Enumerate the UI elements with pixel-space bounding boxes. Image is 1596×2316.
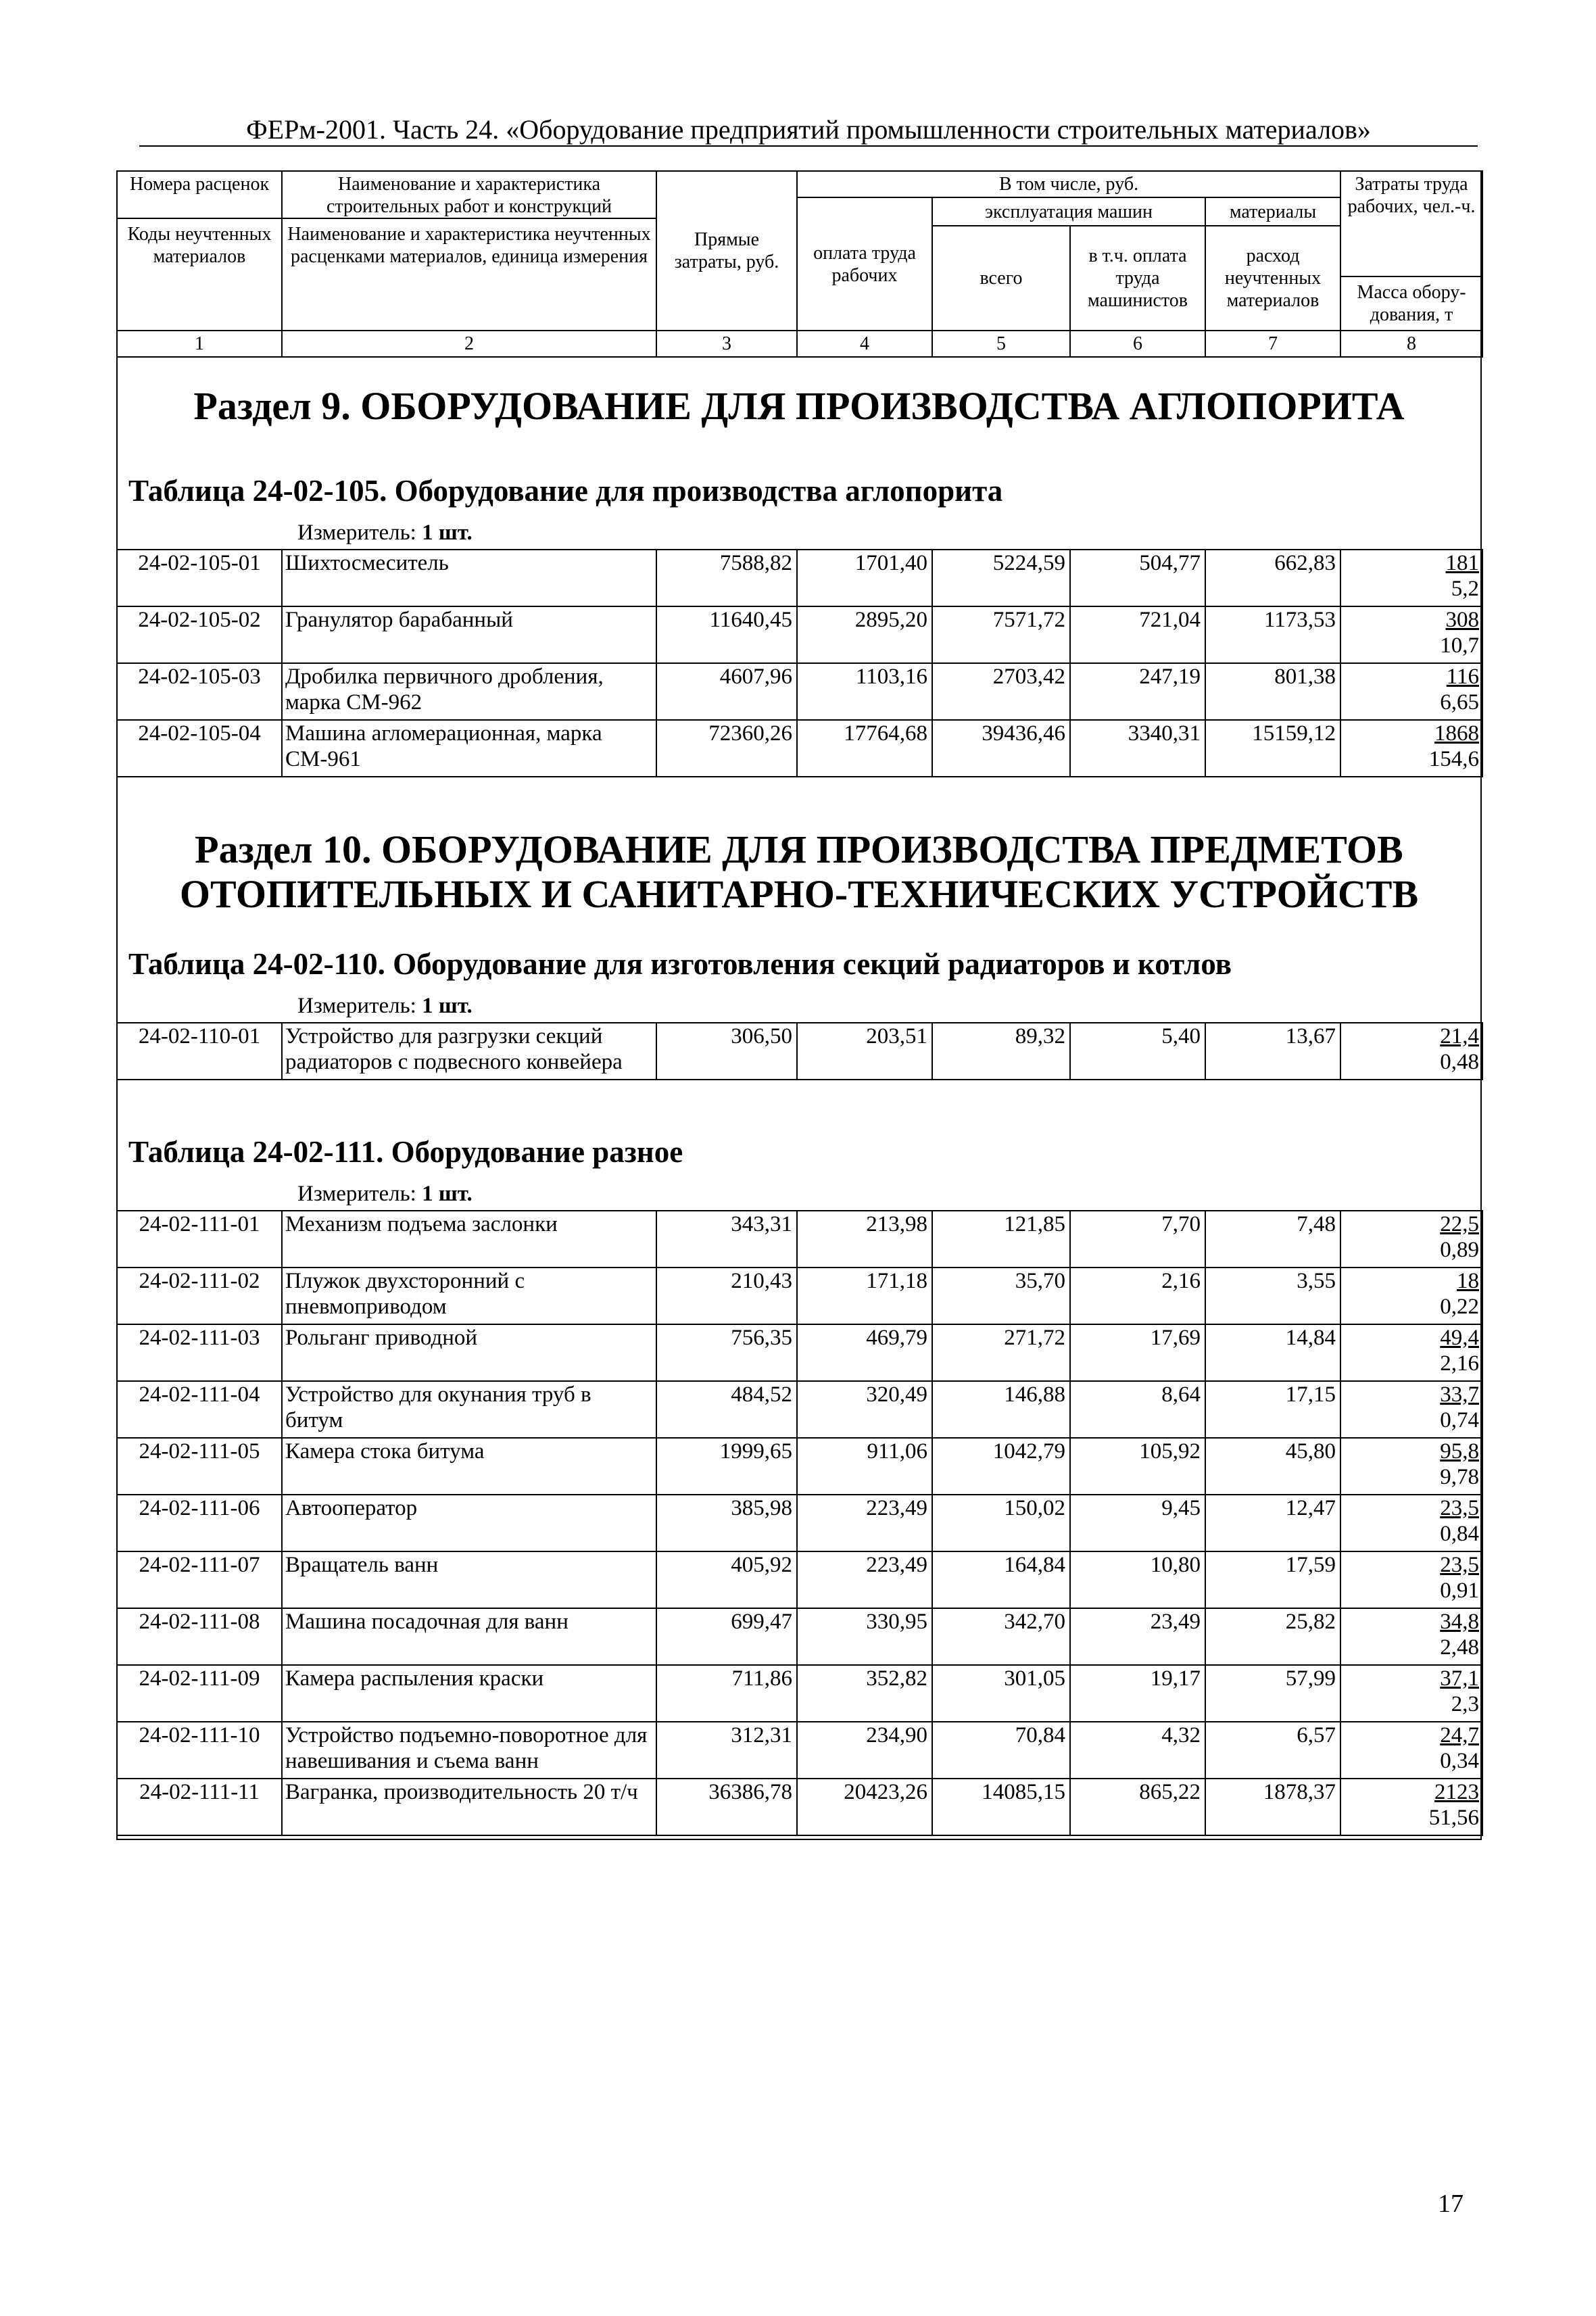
labor-mass-cell — [1340, 1495, 1482, 1551]
machine-cost: 164,84 — [932, 1551, 1070, 1608]
col6-header: в т.ч. оплата труда машинистов — [1070, 226, 1205, 331]
rate-code: 24-02-105-02 — [117, 606, 282, 663]
machinist-labor-cost: 19,17 — [1070, 1665, 1205, 1722]
labor-hours: 1868 — [1434, 721, 1479, 746]
labor-cost: 203,51 — [797, 1023, 932, 1080]
materials-cost: 7,48 — [1205, 1211, 1340, 1268]
direct-cost: 11640,45 — [656, 606, 797, 663]
data-table — [116, 549, 1483, 777]
direct-cost: 484,52 — [656, 1381, 797, 1438]
direct-cost: 210,43 — [656, 1268, 797, 1324]
table-row — [117, 1722, 1482, 1779]
equipment-mass: 0,89 — [1440, 1238, 1479, 1262]
direct-cost: 711,86 — [656, 1665, 797, 1722]
direct-cost: 312,31 — [656, 1722, 797, 1779]
column-header-table — [116, 170, 1483, 358]
table-row — [117, 606, 1482, 663]
machinist-labor-cost: 23,49 — [1070, 1608, 1205, 1665]
rate-code: 24-02-111-09 — [117, 1665, 282, 1722]
work-name: Гранулятор барабанный — [282, 606, 656, 663]
labor-cost: 1701,40 — [797, 550, 932, 606]
machinist-labor-cost: 721,04 — [1070, 606, 1205, 663]
materials-header: материалы — [1205, 197, 1340, 226]
machine-cost: 7571,72 — [932, 606, 1070, 663]
materials-cost: 1878,37 — [1205, 1779, 1340, 1835]
rate-code: 24-02-110-01 — [117, 1023, 282, 1080]
work-name: Камера стока битума — [282, 1438, 656, 1495]
equipment-mass: 0,34 — [1440, 1749, 1479, 1773]
labor-mass-cell — [1340, 606, 1482, 663]
rate-code: 24-02-111-01 — [117, 1211, 282, 1268]
machines-header: эксплуатация машин — [932, 197, 1205, 226]
materials-cost: 14,84 — [1205, 1324, 1340, 1381]
materials-cost: 15159,12 — [1205, 720, 1340, 777]
col8-header: Затраты труда рабочих, чел.-ч. Масса обору-дования, т — [1340, 171, 1482, 331]
table-title: Таблица 24-02-111. Оборудование разное — [128, 1135, 683, 1169]
labor-cost: 223,49 — [797, 1495, 932, 1551]
machinist-labor-cost: 3340,31 — [1070, 720, 1205, 777]
page-number: 17 — [1438, 2190, 1464, 2218]
materials-cost: 25,82 — [1205, 1608, 1340, 1665]
equipment-mass: 2,48 — [1440, 1635, 1479, 1660]
table-row — [117, 663, 1482, 720]
machinist-labor-cost: 247,19 — [1070, 663, 1205, 720]
machinist-labor-cost: 17,69 — [1070, 1324, 1205, 1381]
table-row — [117, 1324, 1482, 1381]
machinist-labor-cost: 504,77 — [1070, 550, 1205, 606]
table-row — [117, 1665, 1482, 1722]
labor-cost: 352,82 — [797, 1665, 932, 1722]
equipment-mass: 10,7 — [1440, 633, 1479, 658]
labor-cost: 171,18 — [797, 1268, 932, 1324]
work-name: Автооператор — [282, 1495, 656, 1551]
table-row — [117, 720, 1482, 777]
labor-hours: 116 — [1446, 665, 1479, 689]
col2-header: Наименование и характеристика строительных работ и конструкций Наименование и характеристика неучтенных расценками материалов, единица измерения — [282, 171, 656, 331]
table-row — [117, 550, 1482, 606]
rate-code: 24-02-105-04 — [117, 720, 282, 777]
machine-cost: 121,85 — [932, 1211, 1070, 1268]
labor-mass-cell — [1340, 550, 1482, 606]
equipment-mass: 154,6 — [1428, 747, 1479, 771]
labor-cost: 213,98 — [797, 1211, 932, 1268]
labor-cost: 2895,20 — [797, 606, 932, 663]
running-header: ФЕРм-2001. Часть 24. «Оборудование предприятий промышленности строительных материалов» — [246, 114, 1371, 145]
materials-cost: 662,83 — [1205, 550, 1340, 606]
labor-hours: 49,4 — [1440, 1326, 1479, 1350]
table-row — [117, 1268, 1482, 1324]
labor-cost: 234,90 — [797, 1722, 932, 1779]
work-name: Устройство для окунания труб в битум — [282, 1381, 656, 1438]
equipment-mass: 2,3 — [1451, 1692, 1479, 1716]
equipment-mass: 9,78 — [1440, 1465, 1479, 1489]
labor-mass-cell — [1340, 1551, 1482, 1608]
equipment-mass: 51,56 — [1428, 1806, 1479, 1830]
table-title: Таблица 24-02-110. Оборудование для изготовления секций радиаторов и котлов — [128, 947, 1232, 981]
labor-mass-cell — [1340, 1665, 1482, 1722]
col-number: 1 — [117, 331, 282, 357]
direct-cost: 306,50 — [656, 1023, 797, 1080]
table-row — [117, 1495, 1482, 1551]
work-name: Машина агломерационная, марка СМ-961 — [282, 720, 656, 777]
labor-hours: 181 — [1445, 551, 1479, 575]
labor-hours: 33,7 — [1440, 1382, 1479, 1407]
labor-cost: 223,49 — [797, 1551, 932, 1608]
machinist-labor-cost: 5,40 — [1070, 1023, 1205, 1080]
work-name: Устройство подъемно-поворотное для навешивания и съема ванн — [282, 1722, 656, 1779]
col-number: 3 — [656, 331, 797, 357]
machine-cost: 14085,15 — [932, 1779, 1070, 1835]
col-number: 8 — [1340, 331, 1482, 357]
direct-cost: 756,35 — [656, 1324, 797, 1381]
col3-header: Прямые затраты, руб. — [656, 171, 797, 331]
rate-code: 24-02-111-06 — [117, 1495, 282, 1551]
direct-cost: 385,98 — [656, 1495, 797, 1551]
labor-hours: 23,5 — [1440, 1496, 1479, 1520]
table-row — [117, 1438, 1482, 1495]
machine-cost: 271,72 — [932, 1324, 1070, 1381]
machine-cost: 1042,79 — [932, 1438, 1070, 1495]
work-name: Вагранка, производительность 20 т/ч — [282, 1779, 656, 1835]
rate-code: 24-02-111-04 — [117, 1381, 282, 1438]
machine-cost: 70,84 — [932, 1722, 1070, 1779]
materials-cost: 12,47 — [1205, 1495, 1340, 1551]
section-title: Раздел 10. ОБОРУДОВАНИЕ ДЛЯ ПРОИЗВОДСТВА ПРЕДМЕТОВ ОТОПИТЕЛЬНЫХ И САНИТАРНО-ТЕХНИЧЕСКИХ УСТРОЙСТВ — [179, 827, 1419, 916]
labor-mass-cell — [1340, 1211, 1482, 1268]
work-name: Устройство для разгрузки секций радиаторов с подвесного конвейера — [282, 1023, 656, 1080]
labor-hours: 23,5 — [1440, 1553, 1479, 1577]
equipment-mass: 0,91 — [1440, 1578, 1479, 1603]
rate-code: 24-02-111-08 — [117, 1608, 282, 1665]
table-row — [117, 1779, 1482, 1835]
equipment-mass: 6,65 — [1440, 690, 1479, 715]
direct-cost: 405,92 — [656, 1551, 797, 1608]
machine-cost: 301,05 — [932, 1665, 1070, 1722]
materials-cost: 45,80 — [1205, 1438, 1340, 1495]
work-name: Вращатель ванн — [282, 1551, 656, 1608]
equipment-mass: 0,74 — [1440, 1408, 1479, 1432]
labor-mass-cell — [1340, 1023, 1482, 1080]
labor-mass-cell — [1340, 1779, 1482, 1835]
meter-label: Измеритель: 1 шт. — [297, 1182, 473, 1206]
col4-header: оплата труда рабочих — [797, 197, 932, 331]
machine-cost: 5224,59 — [932, 550, 1070, 606]
col-number: 4 — [797, 331, 932, 357]
direct-cost: 4607,96 — [656, 663, 797, 720]
labor-cost: 330,95 — [797, 1608, 932, 1665]
table-row — [117, 1211, 1482, 1268]
labor-hours: 308 — [1445, 608, 1479, 632]
rate-code: 24-02-111-02 — [117, 1268, 282, 1324]
labor-mass-cell — [1340, 1608, 1482, 1665]
labor-mass-cell — [1340, 1268, 1482, 1324]
machine-cost: 89,32 — [932, 1023, 1070, 1080]
labor-cost: 1103,16 — [797, 663, 932, 720]
rate-code: 24-02-111-03 — [117, 1324, 282, 1381]
labor-mass-cell — [1340, 1324, 1482, 1381]
labor-hours: 18 — [1457, 1269, 1479, 1293]
rate-code: 24-02-105-01 — [117, 550, 282, 606]
data-table — [116, 1022, 1483, 1080]
machine-cost: 2703,42 — [932, 663, 1070, 720]
equipment-mass: 5,2 — [1451, 577, 1479, 601]
table-title: Таблица 24-02-105. Оборудование для производства аглопорита — [128, 474, 1003, 508]
table-row — [117, 1023, 1482, 1080]
equipment-mass: 2,16 — [1440, 1351, 1479, 1376]
labor-hours: 2123 — [1434, 1780, 1479, 1804]
direct-cost: 1999,65 — [656, 1438, 797, 1495]
labor-hours: 95,8 — [1440, 1439, 1479, 1464]
machinist-labor-cost: 2,16 — [1070, 1268, 1205, 1324]
col-number: 5 — [932, 331, 1070, 357]
labor-cost: 20423,26 — [797, 1779, 932, 1835]
labor-hours: 21,4 — [1440, 1024, 1479, 1048]
direct-cost: 36386,78 — [656, 1779, 797, 1835]
machinist-labor-cost: 105,92 — [1070, 1438, 1205, 1495]
col7-header: расход неучтенных материалов — [1205, 226, 1340, 331]
work-name: Механизм подъема заслонки — [282, 1211, 656, 1268]
equipment-mass: 0,22 — [1440, 1295, 1479, 1319]
col5-header: всего — [932, 226, 1070, 331]
labor-cost: 911,06 — [797, 1438, 932, 1495]
table-row — [117, 1608, 1482, 1665]
work-name: Шихтосмеситель — [282, 550, 656, 606]
machinist-labor-cost: 865,22 — [1070, 1779, 1205, 1835]
machinist-labor-cost: 4,32 — [1070, 1722, 1205, 1779]
labor-mass-cell — [1340, 1381, 1482, 1438]
labor-cost: 469,79 — [797, 1324, 932, 1381]
group-header: В том числе, руб. — [797, 171, 1340, 197]
meter-label: Измеритель: 1 шт. — [297, 521, 473, 545]
direct-cost: 72360,26 — [656, 720, 797, 777]
materials-cost: 13,67 — [1205, 1023, 1340, 1080]
labor-hours: 24,7 — [1440, 1723, 1479, 1747]
data-table — [116, 1210, 1483, 1836]
rate-code: 24-02-105-03 — [117, 663, 282, 720]
col-number: 6 — [1070, 331, 1205, 357]
equipment-mass: 0,84 — [1440, 1522, 1479, 1546]
machine-cost: 342,70 — [932, 1608, 1070, 1665]
machinist-labor-cost: 9,45 — [1070, 1495, 1205, 1551]
materials-cost: 6,57 — [1205, 1722, 1340, 1779]
machinist-labor-cost: 10,80 — [1070, 1551, 1205, 1608]
rate-code: 24-02-111-10 — [117, 1722, 282, 1779]
labor-hours: 37,1 — [1440, 1666, 1479, 1691]
section-title: Раздел 9. ОБОРУДОВАНИЕ ДЛЯ ПРОИЗВОДСТВА АГЛОПОРИТА — [193, 384, 1405, 428]
machine-cost: 39436,46 — [932, 720, 1070, 777]
rate-code: 24-02-111-07 — [117, 1551, 282, 1608]
work-name: Рольганг приводной — [282, 1324, 656, 1381]
header-rule — [139, 145, 1478, 147]
table-row — [117, 1551, 1482, 1608]
meter-label: Измеритель: 1 шт. — [297, 994, 473, 1018]
materials-cost: 57,99 — [1205, 1665, 1340, 1722]
direct-cost: 343,31 — [656, 1211, 797, 1268]
machine-cost: 35,70 — [932, 1268, 1070, 1324]
rate-code: 24-02-111-05 — [117, 1438, 282, 1495]
work-name: Плужок двухсторонний с пневмоприводом — [282, 1268, 656, 1324]
labor-mass-cell — [1340, 720, 1482, 777]
work-name: Камера распыления краски — [282, 1665, 656, 1722]
direct-cost: 7588,82 — [656, 550, 797, 606]
labor-hours: 22,5 — [1440, 1212, 1479, 1236]
materials-cost: 17,59 — [1205, 1551, 1340, 1608]
rate-code: 24-02-111-11 — [117, 1779, 282, 1835]
col-number: 7 — [1205, 331, 1340, 357]
col-number: 2 — [282, 331, 656, 357]
materials-cost: 1173,53 — [1205, 606, 1340, 663]
labor-cost: 320,49 — [797, 1381, 932, 1438]
labor-hours: 34,8 — [1440, 1610, 1479, 1634]
labor-mass-cell — [1340, 663, 1482, 720]
labor-mass-cell — [1340, 1722, 1482, 1779]
labor-mass-cell — [1340, 1438, 1482, 1495]
machine-cost: 146,88 — [932, 1381, 1070, 1438]
machinist-labor-cost: 8,64 — [1070, 1381, 1205, 1438]
work-name: Машина посадочная для ванн — [282, 1608, 656, 1665]
materials-cost: 3,55 — [1205, 1268, 1340, 1324]
materials-cost: 17,15 — [1205, 1381, 1340, 1438]
col1-header: Номера расценок Коды неучтенных материалов — [117, 171, 282, 331]
labor-cost: 17764,68 — [797, 720, 932, 777]
work-name: Дробилка первичного дробления, марка СМ-962 — [282, 663, 656, 720]
direct-cost: 699,47 — [656, 1608, 797, 1665]
machinist-labor-cost: 7,70 — [1070, 1211, 1205, 1268]
machine-cost: 150,02 — [932, 1495, 1070, 1551]
table-row — [117, 1381, 1482, 1438]
equipment-mass: 0,48 — [1440, 1050, 1479, 1074]
materials-cost: 801,38 — [1205, 663, 1340, 720]
